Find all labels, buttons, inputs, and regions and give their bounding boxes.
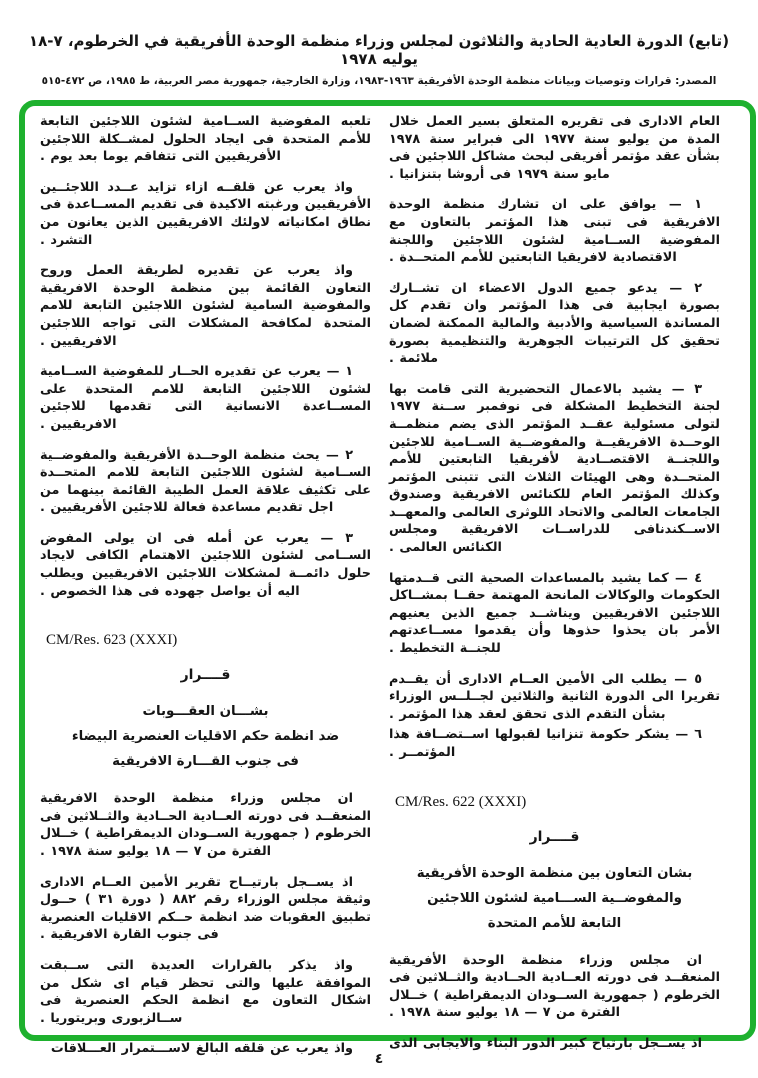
numbered-item: ٣ — يشيد بالاعمال التحضيرية التى قامت بها لجنة التخطيط المشكلة فى نوفمبر ســنة ١٩٧٧ لتولى مسئولية عقــد المؤتمر الذى يضم منظمــة الوحــدة الافريقيــة والمفوضــية الســامية للاجئين واللجنــة الاقتصــادية لأفريقيا التابعتين للأمم المتحــدة وهى الهيئات الثلاث التى تتبنى المؤتمر وكذلك المؤتمر العام للكنائس الافريقية وصندوق الجامعات العالمى والاتحاد اللوثرى العالمى والمعهــد الاســكندنافى للدراســات الافريقية ومجلس الكنائس العالمى . (389, 381, 720, 556)
numbered-item: ١ — يعرب عن تقديره الحــار للمفوضية الســامية لشئون اللاجئين التابعة للامم المتحدة على المســاعدة الانسانية التى تقدمها للاجئين الافريقيين . (40, 364, 371, 432)
resolution-ref: CM/Res. 623 (XXXI) (46, 632, 178, 649)
page-number: ٤ (374, 1051, 384, 1067)
column-right (389, 113, 720, 1066)
paragraph: واذ يعرب عن قلقــه ازاء تزايد عــدد اللاجئــين الأفريقيين ورغبته الاكيدة فى تقديم المســاعدة فى نطاق امكانياته لاولئك الافريقيين الذين يعانون من التشرد . (40, 179, 371, 248)
page-header (0, 32, 758, 87)
numbered-item: ٣ — يعرب عن أمله فى ان يولى المفوض الســامى لشئون اللاجئين الاهتمام الكافى لايجاد حلول دائمــة لمشكلات اللاجئين الافريقيين ويطلب اليه أن يواصل جهوده فى هذا الخصوص . (40, 530, 371, 599)
resolution-ref: CM/Res. 622 (XXXI) (395, 793, 527, 810)
numbered-item: ٥ — يطلب الى الأمين العــام الادارى أن يقــدم تقريرا الى الدورة الثانية والثلاثين لجــلــس الوزراء بشأن التقدم الذى تحقق لعقد هذا المؤتمر . (389, 671, 720, 722)
resolution-heading: قــــرار (180, 667, 231, 684)
resolution-subtitle-line: التابعة للأمم المتحدة (487, 915, 622, 931)
paragraph: واذ يعرب عن تقديره لطريقة العمل وروح التعاون القائمة بين منظمة الوحدة الافريقية والمفوضية السامية لشئون اللاجئين التابعة للامم المتحدة لمكافحة المشكلات التى تواجه اللاجئين الافريقيين . (40, 263, 371, 349)
resolution-subtitle-line: بشان التعاون بين منظمة الوحدة الأفريقية (416, 865, 693, 881)
paragraph: ان مجلس وزراء منظمة الوحدة الأفريقية المنعقــد فى دورته العــادية الحــادية والثــلاثين فى الخرطوم ( جمهورية الســودان الديمقراطية ) خــلال الفترة من ٧ — ١٨ يوليو سنة ١٩٧٨ . (389, 952, 720, 1021)
numbered-item: ١ — يوافق على ان تشارك منظمة الوحدة الافريقية فى تبنى هذا المؤتمر بالتعاون مع المفوضية الســامية لشئون اللاجئين واللجنة الاقتصادية لافريقيا التابعتين للأمم المتحــدة . (389, 197, 720, 266)
header-source-line: المصدر: قرارات وتوصيات وبيانات منظمة الوحدة الأفريقية ١٩٦٣-١٩٨٣، وزارة الخارجية، جمهورية مصر العربية، ط ١٩٨٥، ص ٤٧٢-٥١٥ (41, 75, 717, 87)
paragraph: واذ يعرب عن قلقه البالغ لاســـتمرار العـــلاقات (50, 1041, 353, 1057)
resolution-subtitle-line: ضد انظمة حكم الاقليات العنصرية البيضاء (71, 729, 340, 745)
paragraph: ان مجلس وزراء منظمة الوحدة الافريقية المنعقــد فى دورته العــادية الحــادية والثــلاثين فى الخرطوم ( جمهورية الســودان الديمقراطية ) خــلال الفترة من ٧ — ١٨ يوليو سنة ١٩٧٨ . (40, 791, 371, 860)
numbered-item: ٢ — يدعو جميع الدول الاعضاء ان تشــارك بصورة ايجابية فى هذا المؤتمر وان تقدم كل المساندة السياسية والأدبية والمالية الممكنة لضمان تحقيق كل الترتيبات الجوهرية والتنظيمية بصورة ملائمة . (389, 280, 720, 367)
paragraph: العام الادارى فى تقريره المتعلق بسير العمل خلال المدة من يوليو سنة ١٩٧٧ الى فبراير سنة ١٩٧٨ بشأن عقد مؤتمر أفريقى لبحث مشاكل اللاجئين فى مايو سنة ١٩٧٩ فى أروشا بتنزانيا . (389, 114, 720, 182)
resolution-subtitle (40, 699, 371, 774)
resolution-subtitle-line: بشـــان العقـــوبات (142, 704, 269, 720)
numbered-item: ٢ — يحث منظمة الوحــدة الأفريقية والمفوضــية الســامية لشئون اللاجئين التابعة للامم المتحــدة على تكثيف علاقة العمل الطيبة القائمة بينهما من اجل تقديم مساعدة فعالة للاجئين الأفريقيين . (40, 447, 371, 516)
header-title: (تابع) الدورة العادية الحادية والثلاثون لمجلس وزراء منظمة الوحدة الأفريقية في الخرطوم، ٧-١٨ يوليه ١٩٧٨ (28, 32, 730, 68)
resolution-subtitle-line: فى جنوب القـــارة الافريقية (112, 754, 299, 770)
paragraph: تلعبه المفوضية الســامية لشئون اللاجئين التابعة للأمم المتحدة فى ايجاد الحلول لمشــكلة اللاجئين الأفريقيين التى تتفاقم يوما بعد يوم . (40, 114, 371, 165)
paragraph: واذ يذكر بالقرارات العديدة التى ســبقت الموافقة عليها والتى تحظر قيام اى شكل من اشكال التعاون مع انظمة الحكم العنصرية فى ســالزبورى وبريتوريا . (40, 958, 371, 1026)
numbered-item: ٤ — كما يشيد بالمساعدات الصحية التى قــدمتها الحكومات والوكالات المانحة المهتمة حقــا بمشــاكل اللاجئين الافريقيين ويناشــد جميع الذين يعنيهم الأمر بان يحذوا حذوها وأن يقدموا مســاعدتهم للجنــة التخطيط . (389, 570, 720, 657)
resolution-heading: قــــرار (529, 828, 580, 845)
paragraph: اذ يســجل بارتيــاح تقرير الأمين العــام الادارى وثيقة مجلس الوزراء رقم ٨٨٢ ( دورة ٣١ ) حــول تطبيق العقوبات ضد انظمة حــكم الاقليات العنصرية فى جنوب القارة الافريقية . (40, 874, 371, 943)
column-left (40, 113, 371, 1071)
numbered-item: ٦ — يشكر حكومة تنزانيا لقبولها اســتضــافة هذا المؤتمــر . (389, 727, 702, 760)
resolution-subtitle-line: والمفوضــية الســـامية لشئون اللاجئين (427, 890, 682, 906)
paragraph: اذ يســجل بارتياح كبير الدور البناء والايجابى الذى (389, 1035, 702, 1051)
resolution-subtitle (389, 861, 720, 936)
